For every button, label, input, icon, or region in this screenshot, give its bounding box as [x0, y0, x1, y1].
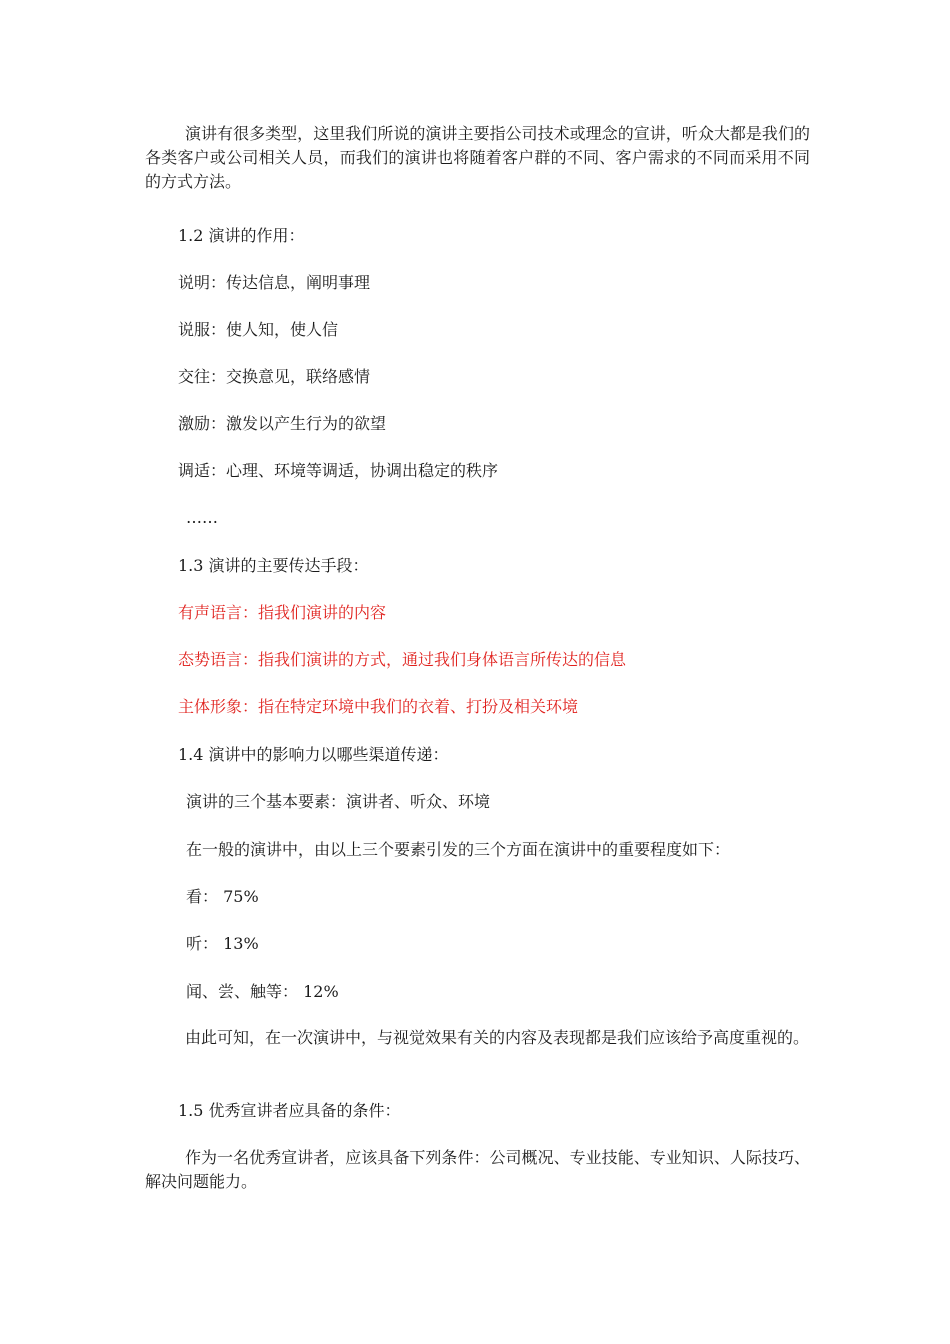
elements-line: 演讲的三个基本要素：演讲者、听众、环境 [186, 792, 491, 811]
importance-intro: 在一般的演讲中，由以上三个要素引发的三个方面在演讲中的重要程度如下： [186, 840, 731, 859]
list-item: 说明：传达信息，阐明事理 [178, 273, 371, 292]
list-item-highlighted: 态势语言：指我们演讲的方式，通过我们身体语言所传达的信息 [178, 650, 627, 669]
section-1-2-heading: 1.2 演讲的作用： [178, 226, 305, 245]
list-item-highlighted: 主体形象：指在特定环境中我们的衣着、打扮及相关环境 [178, 697, 579, 716]
stat-item: 看： 75% [186, 887, 259, 906]
section-1-5-heading: 1.5 优秀宣讲者应具备的条件： [178, 1101, 401, 1120]
list-item: 调适：心理、环境等调适，协调出稳定的秩序 [178, 461, 499, 480]
stat-item: 闻、尝、触等： 12% [186, 982, 339, 1001]
section-1-3-heading: 1.3 演讲的主要传达手段： [178, 556, 369, 575]
section-1-4-heading: 1.4 演讲中的影响力以哪些渠道传递： [178, 745, 449, 764]
list-item-highlighted: 有声语言：指我们演讲的内容 [178, 603, 387, 622]
conclusion-paragraph: 由此可知，在一次演讲中，与视觉效果有关的内容及表现都是我们应该给予高度重视的。 [185, 1028, 810, 1047]
list-item: 激励：激发以产生行为的欲望 [178, 414, 387, 433]
list-item: 说服：使人知，使人信 [178, 320, 339, 339]
stat-item: 听： 13% [186, 934, 259, 953]
ellipsis: …… [186, 508, 218, 527]
intro-paragraph: 演讲有很多类型，这里我们所说的演讲主要指公司技术或理念的宣讲，听众大都是我们的各类客户或公司相关人员，而我们的演讲也将随着客户群的不同、客户需求的不同而采用不同的方式方法。 [145, 124, 810, 191]
qualification-paragraph: 作为一名优秀宣讲者，应该具备下列条件：公司概况、专业技能、专业知识、人际技巧、解决问题能力。 [145, 1148, 810, 1191]
list-item: 交往：交换意见，联络感情 [178, 367, 371, 386]
